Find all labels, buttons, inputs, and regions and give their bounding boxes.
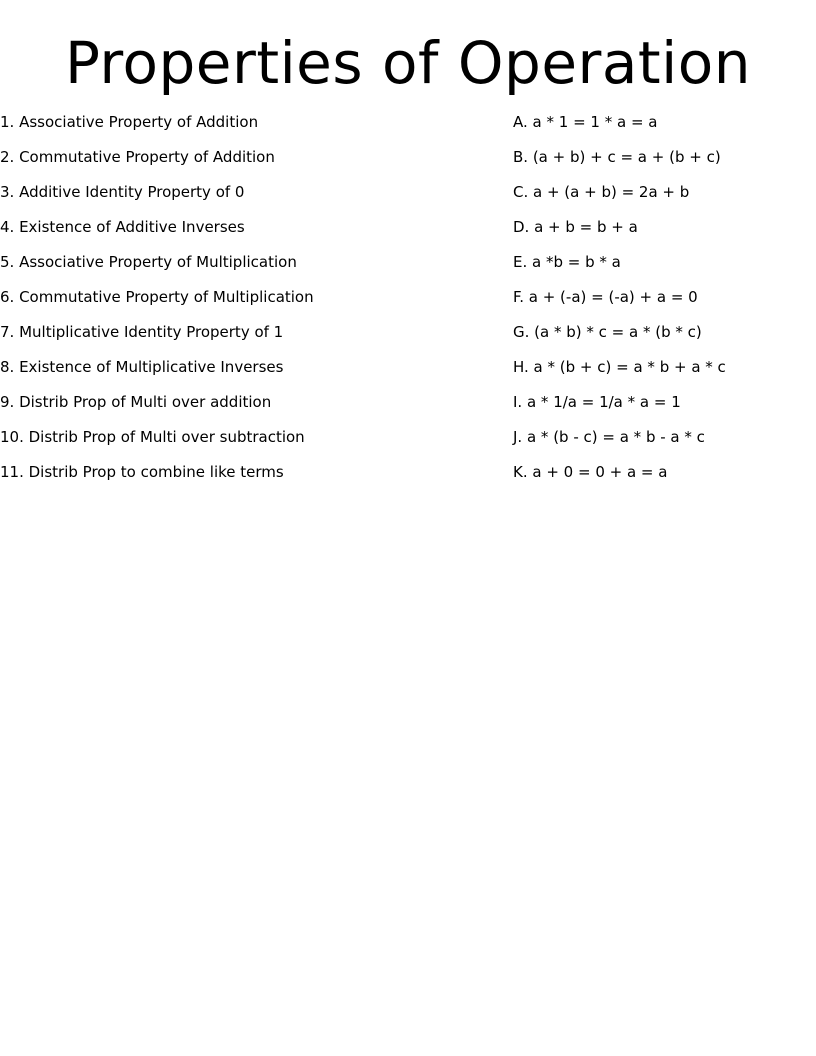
property-item: 4. Existence of Additive Inverses (0, 218, 245, 236)
example-item: C. a + (a + b) = 2a + b (513, 183, 690, 201)
property-item: 3. Additive Identity Property of 0 (0, 183, 245, 201)
page-title: Properties of Operation (64, 29, 752, 97)
property-item: 9. Distrib Prop of Multi over addition (0, 393, 272, 411)
example-item: A. a * 1 = 1 * a = a (513, 113, 658, 131)
property-item: 2. Commutative Property of Addition (0, 148, 275, 166)
example-item: E. a *b = b * a (513, 253, 621, 271)
property-item: 11. Distrib Prop to combine like terms (0, 463, 284, 481)
properties-list (0, 110, 480, 495)
example-item: H. a * (b + c) = a * b + a * c (513, 358, 726, 376)
example-item: G. (a * b) * c = a * (b * c) (513, 323, 702, 341)
property-item: 1. Associative Property of Addition (0, 113, 259, 131)
example-item: D. a + b = b + a (513, 218, 638, 236)
property-item: 10. Distrib Prop of Multi over subtraction (0, 428, 305, 446)
example-item: J. a * (b - c) = a * b - a * c (513, 428, 705, 446)
example-item: B. (a + b) + c = a + (b + c) (513, 148, 721, 166)
property-item: 8. Existence of Multiplicative Inverses (0, 358, 284, 376)
example-item: K. a + 0 = 0 + a = a (513, 463, 668, 481)
property-item: 6. Commutative Property of Multiplication (0, 288, 314, 306)
property-item: 5. Associative Property of Multiplication (0, 253, 297, 271)
property-item: 7. Multiplicative Identity Property of 1 (0, 323, 284, 341)
example-item: F. a + (-a) = (-a) + a = 0 (513, 288, 698, 306)
example-item: I. a * 1/a = 1/a * a = 1 (513, 393, 681, 411)
examples-list (513, 110, 813, 495)
